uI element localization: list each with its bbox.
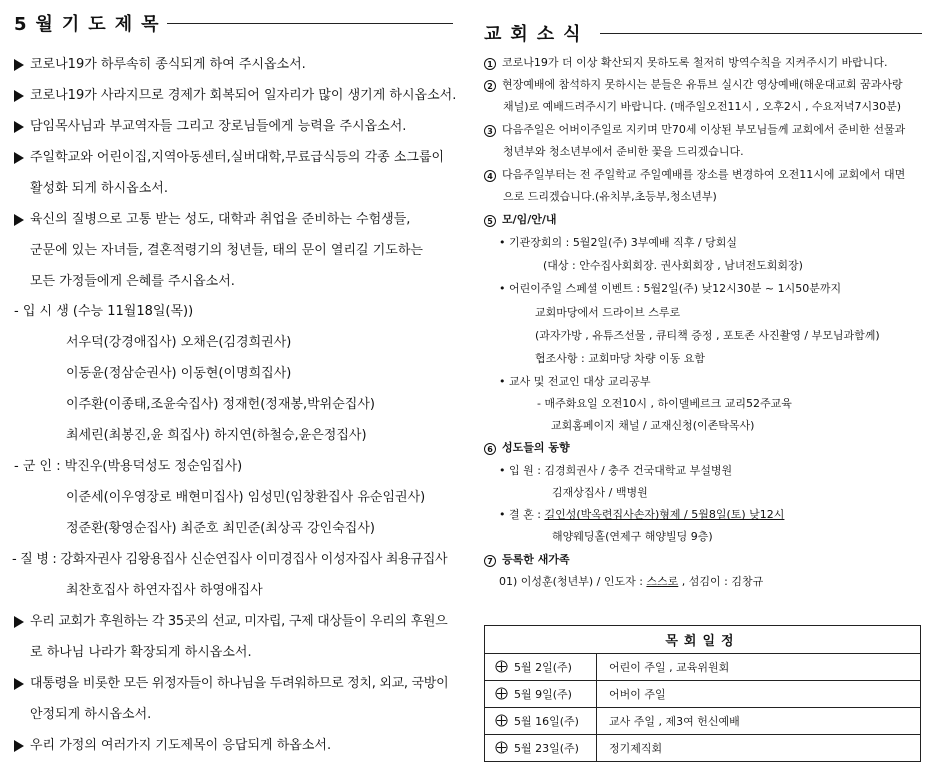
news-item-3-cont: [503, 145, 744, 159]
church-cross-icon: [495, 714, 508, 727]
schedule-date: 5월 9일(주): [514, 688, 572, 701]
news-line: 교회홈페이지 채널 / 교재신청(이존탁목사): [551, 419, 755, 432]
prayer-line: 군문에 있는 자녀들, 결혼적령기의 청년들, 태의 문이 열리길 기도하는: [30, 243, 423, 258]
schedule-date: 5월 23일(주): [514, 742, 579, 755]
army-label-text: - 군 인 : 박진우(박용덕성도 정순임집사): [14, 459, 243, 474]
prayer-title-rule: [167, 23, 453, 24]
prayer-title: 5월기도제목: [14, 14, 168, 35]
wedding-info: 길인성(박옥련집사손자)형제 / 5월8일(토) 낮12시: [544, 508, 785, 521]
number-circle-icon: 6: [484, 443, 496, 455]
bullet-triangle-icon: [14, 152, 24, 164]
schedule-title: 목회일정: [485, 626, 921, 654]
number-circle-icon: 7: [484, 555, 496, 567]
prayer-line: 담임목사님과 부교역자들 그리고 장로님들에게 능력을 주시옵소서.: [30, 119, 407, 134]
news-line: 코로나19가 더 이상 확산되지 못하도록 철저히 방역수칙을 지켜주시기 바랍니다.: [502, 56, 888, 69]
news-line: • 어린이주일 스페셜 이벤트 : 5월2일(주) 낮12시30분 ~ 1시50분까지: [499, 282, 842, 295]
news-item-6-title: [484, 441, 570, 455]
news-section: [474, 0, 946, 588]
number-circle-icon: 5: [484, 215, 496, 227]
news-line: 채널)로 예배드려주시기 바랍니다. (매주일오전11시 , 오후2시 , 수요저녁7시30분): [503, 100, 901, 113]
prayer-line: 안정되게 하시옵소서.: [30, 707, 152, 722]
schedule-date-cell: [485, 708, 597, 735]
news-item-1: [484, 56, 888, 70]
bullet-triangle-icon: [14, 121, 24, 133]
news-header: [474, 0, 946, 45]
bullet-triangle-icon: [14, 214, 24, 226]
news-line: • 결 혼 :: [499, 508, 545, 521]
bullet-triangle-icon: [14, 59, 24, 71]
bullet-triangle-icon: [14, 678, 24, 690]
prayer-line: 코로나19가 사라지므로 경제가 회복되어 일자리가 많이 생기게 하시옵소서.: [30, 88, 457, 103]
news-line: 으로 드리겠습니다.(유치부,초등부,청소년부): [503, 190, 717, 203]
news-line: (과자가방 , 유튜즈선물 , 큐티책 증정 , 포토존 사진촬영 / 부모님과함께): [535, 329, 880, 342]
news-line: (대상 : 안수집사회회장. 권사회회장 , 남녀전도회회장): [543, 259, 803, 272]
number-circle-icon: 1: [484, 58, 496, 70]
schedule-event: 교사 주일 , 제3여 헌신예배: [597, 708, 921, 735]
prayer-line: 육신의 질병으로 고통 받는 성도, 대학과 취업을 준비하는 수험생들,: [30, 212, 411, 227]
exam-line-text: 이동윤(정삼순권사) 이동현(이명희집사): [66, 366, 292, 381]
bullet-triangle-icon: [14, 90, 24, 102]
news-line: • 기관장회의 : 5월2일(주) 3부예배 직후 / 당회실: [499, 236, 737, 249]
prayer-line: 로 하나님 나라가 확장되게 하시옵소서.: [30, 645, 252, 660]
news-line: 01) 이성훈(청년부) / 인도자 :: [499, 575, 647, 588]
church-cross-icon: [495, 687, 508, 700]
schedule-row: [485, 681, 921, 708]
news-line: 협조사항 : 교회마당 차량 이동 요함: [535, 352, 705, 365]
schedule-row: [485, 654, 921, 681]
news-line-wedding: [499, 508, 784, 522]
news-item-4-cont: [503, 190, 717, 204]
number-circle-icon: 2: [484, 80, 496, 92]
news-item-5-title: [484, 213, 557, 227]
news-title-rule: [600, 33, 922, 34]
schedule-event: 정기제직회: [597, 735, 921, 762]
news-item-3: [484, 123, 905, 137]
prayer-line: 모든 가정들에게 은혜를 주시옵소서.: [30, 274, 235, 289]
schedule-table: [484, 625, 921, 762]
prayer-line: 우리 교회가 후원하는 각 35곳의 선교, 미자립, 구제 대상들이 우리의 후원으: [30, 614, 448, 629]
bullet-triangle-icon: [14, 740, 24, 752]
schedule-date-cell: [485, 735, 597, 762]
exam-label-text: - 입 시 생 (수능 11월18일(목)): [14, 304, 194, 319]
prayer-line: 우리 가정의 여러가지 기도제목이 응답되게 하옵소서.: [30, 738, 332, 753]
schedule-date: 5월 16일(주): [514, 715, 579, 728]
news-item-4: [484, 168, 905, 182]
army-line-text: 이준세(이우영장로 배현미집사) 임성민(임창환집사 유순임권사): [66, 490, 426, 505]
news-line: 다음주일은 어버이주일로 지키며 만70세 이상된 부모님들께 교회에서 준비한 선물과: [502, 123, 906, 136]
prayer-line: 대통령을 비롯한 모든 위정자들이 하나님을 두려워하므로 정치, 외교, 국방이: [30, 676, 449, 691]
sick-label-text: - 질 병 : 강화자권사 김왕용집사 신순연집사 이미경집사 이성자집사 최용규집사: [12, 552, 448, 567]
exam-line-text: 서우덕(강경애집사) 오채은(김경희권사): [66, 335, 292, 350]
schedule-date-cell: [485, 654, 597, 681]
news-line: • 교사 및 전교인 대상 교리공부: [499, 375, 651, 388]
prayer-line: 코로나19가 하루속히 종식되게 하여 주시옵소서.: [30, 57, 306, 72]
news-item-2: [484, 78, 903, 92]
news-line: 교회마당에서 드라이브 스루로: [535, 306, 681, 319]
news-line: 해양웨딩홀(연제구 해양빌딩 9층): [552, 530, 713, 543]
exam-line-text: 최세린(최봉진,윤 희집사) 하지연(하철승,윤은정집사): [66, 428, 367, 443]
news-line: • 입 원 : 김경희권사 / 충주 건국대학교 부설병원: [499, 464, 733, 477]
news-line: 청년부와 청소년부에서 준비한 꽃을 드리겠습니다.: [503, 145, 744, 158]
news-title: 교회소식: [484, 24, 590, 45]
guide-name: 스스로: [646, 575, 679, 588]
bullet-triangle-icon: [14, 616, 24, 628]
prayer-header: [0, 0, 462, 36]
new-family-line: [499, 575, 763, 589]
news-line: 다음주일부터는 전 주일학교 주일예배를 장소를 변경하여 오전11시에 교회에서 대면: [502, 168, 906, 181]
prayer-line: 활성화 되게 하시옵소서.: [30, 181, 168, 196]
schedule-row: [485, 735, 921, 762]
prayer-line: 주일학교와 어린이집,지역아동센터,실버대학,무료급식등의 각종 소그룹이: [30, 150, 445, 165]
schedule-event: 어버이 주일: [597, 681, 921, 708]
news-subtitle: 모/임/안/내: [502, 213, 557, 226]
news-subtitle: 등록한 새가족: [502, 553, 570, 566]
army-line-text: 정준환(황영순집사) 최준호 최민준(최상곡 강인숙집사): [66, 521, 375, 536]
news-item-7-title: [484, 553, 570, 567]
news-subtitle: 성도들의 동향: [502, 441, 570, 454]
prayer-section: [0, 0, 462, 753]
exam-line-text: 이주환(이종태,조윤숙집사) 정재헌(정재봉,박위순집사): [66, 397, 375, 412]
number-circle-icon: 4: [484, 170, 496, 182]
number-circle-icon: 3: [484, 125, 496, 137]
schedule-date-cell: [485, 681, 597, 708]
news-item-2-cont: [503, 100, 901, 114]
schedule-row: [485, 708, 921, 735]
schedule-event: 어린이 주일 , 교육위원회: [597, 654, 921, 681]
church-cross-icon: [495, 741, 508, 754]
schedule-header-row: [485, 626, 921, 654]
schedule-date: 5월 2일(주): [514, 661, 572, 674]
news-line: 현장예배에 참석하지 못하시는 분들은 유튜브 실시간 영상예배(해운대교회 꿈과사랑: [502, 78, 903, 91]
sick-line-text: 최찬호집사 하연자집사 하영애집사: [66, 583, 263, 598]
news-line: , 섬김이 : 김창규: [678, 575, 764, 588]
news-line: 김재상집사 / 백병원: [552, 486, 648, 499]
news-line: - 매주화요일 오전10시 , 하이델베르크 교리52주교육: [537, 397, 792, 410]
church-cross-icon: [495, 660, 508, 673]
